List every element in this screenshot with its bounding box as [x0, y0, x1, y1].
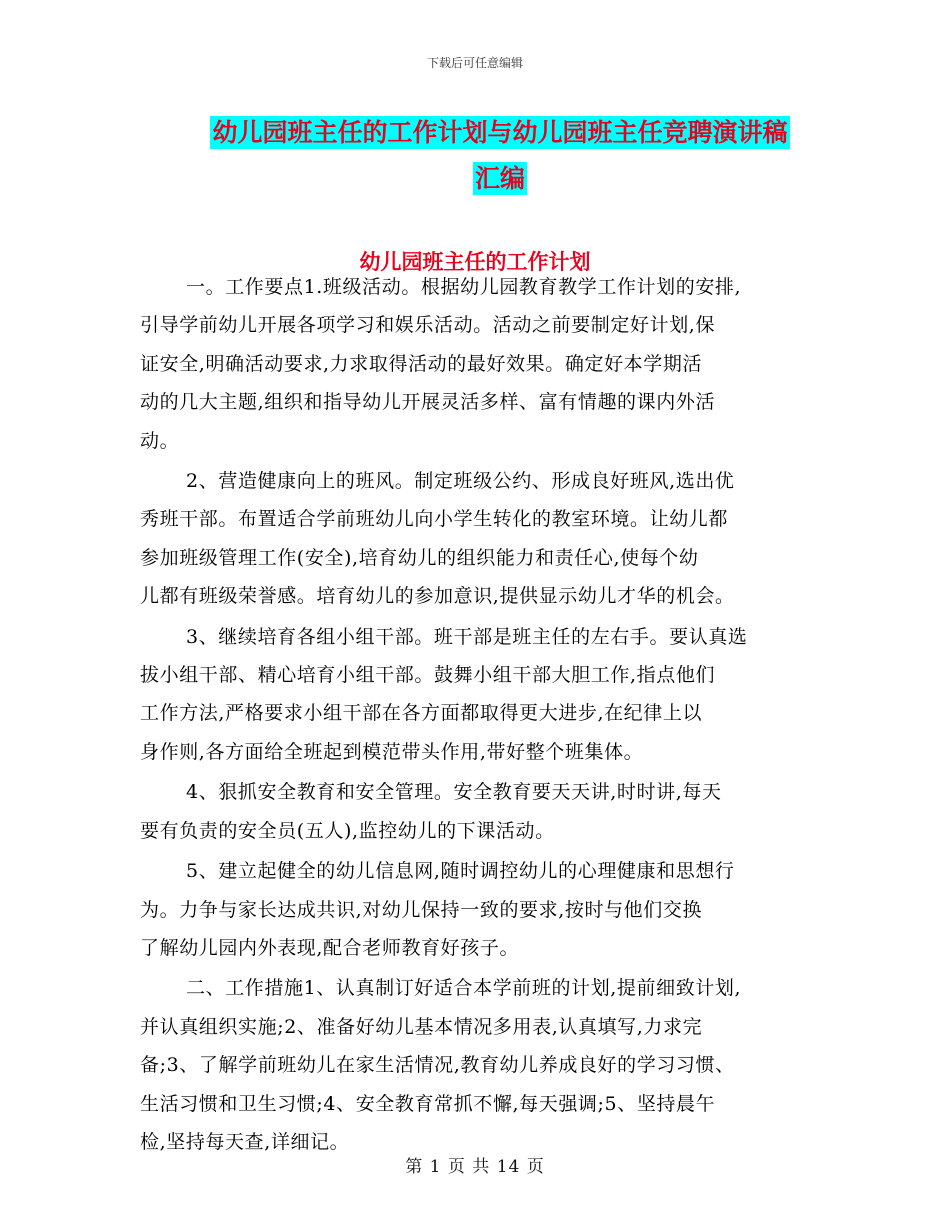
paragraph-1	[140, 268, 830, 460]
text-line: 一。工作要点1.班级活动。根据幼儿园教育教学工作计划的安排,	[186, 276, 742, 298]
text-line: 4、狠抓安全教育和安全管理。安全教育要天天讲,时时讲,每天	[186, 781, 722, 804]
document-title	[150, 110, 850, 202]
text-line: 了解幼儿园内外表现,配合老师教育好孩子。	[140, 936, 520, 959]
text-line: 2、营造健康向上的班风。制定班级公约、形成良好班风,选出优	[186, 470, 735, 493]
paragraph-4	[140, 773, 830, 850]
text-line: 参加班级管理工作(安全),培育幼儿的组织能力和责任心,使每个幼	[140, 546, 699, 569]
text-line: 检,坚持每天查,详细记。	[140, 1130, 350, 1153]
text-line: 动的几大主题,组织和指导幼儿开展灵活多样、富有情趣的课内外活	[140, 391, 716, 414]
text-line: 工作方法,严格要求小组干部在各方面都取得更大进步,在纪律上以	[140, 702, 703, 725]
text-line: 5、建立起健全的幼儿信息网,随时调控幼儿的心理健康和思想行	[186, 860, 735, 883]
text-line: 3、继续培育各组小组干部。班干部是班主任的左右手。要认真选	[186, 625, 748, 648]
paragraph-3	[140, 618, 830, 772]
text-line: 要有负责的安全员(五人),监控幼儿的下课活动。	[140, 819, 555, 842]
text-line: 身作则,各方面给全班起到模范带头作用,带好整个班集体。	[140, 740, 644, 763]
text-line: 儿都有班级荣誉感。培育幼儿的参加意识,提供显示幼儿才华的机会。	[140, 585, 735, 608]
paragraph-5	[140, 852, 830, 967]
text-line: 备;3、了解学前班幼儿在家生活情况,教育幼儿养成良好的学习习惯、	[140, 1054, 735, 1077]
text-line: 动。	[140, 429, 180, 452]
text-line: 为。力争与家长达成共识,对幼儿保持一致的要求,按时与他们交换	[140, 898, 703, 921]
text-line: 二、工作措施1、认真制订好适合本学前班的计划,提前细致计划,	[186, 977, 742, 1000]
text-line: 并认真组织实施;2、准备好幼儿基本情况多用表,认真填写,力求完	[140, 1015, 703, 1038]
paragraph-6	[140, 969, 830, 1161]
text-line: 引导学前幼儿开展各项学习和娱乐活动。活动之前要制定好计划,保	[140, 314, 716, 337]
document-title-line-2: 汇编	[474, 164, 525, 193]
text-line: 秀班干部。布置适合学前班幼儿向小学生转化的教室环境。让幼儿都	[140, 508, 729, 531]
document-title-line-1: 幼儿园班主任的工作计划与幼儿园班主任竞聘演讲稿	[212, 118, 788, 147]
body-text	[140, 268, 830, 1163]
text-line: 证安全,明确活动要求,力求取得活动的最好效果。确定好本学期活	[140, 352, 703, 375]
text-line: 拔小组干部、精心培育小组干部。鼓舞小组干部大胆工作,指点他们	[140, 664, 716, 687]
header-note: 下载后可任意编辑	[426, 56, 523, 70]
text-line: 生活习惯和卫生习惯;4、安全教育常抓不懈,每天强调;5、坚持晨午	[140, 1092, 716, 1115]
section-title: 幼儿园班主任的工作计划	[359, 250, 591, 274]
paragraph-2	[140, 462, 830, 616]
page-footer: 第 1 页 共 14 页	[405, 1157, 545, 1177]
